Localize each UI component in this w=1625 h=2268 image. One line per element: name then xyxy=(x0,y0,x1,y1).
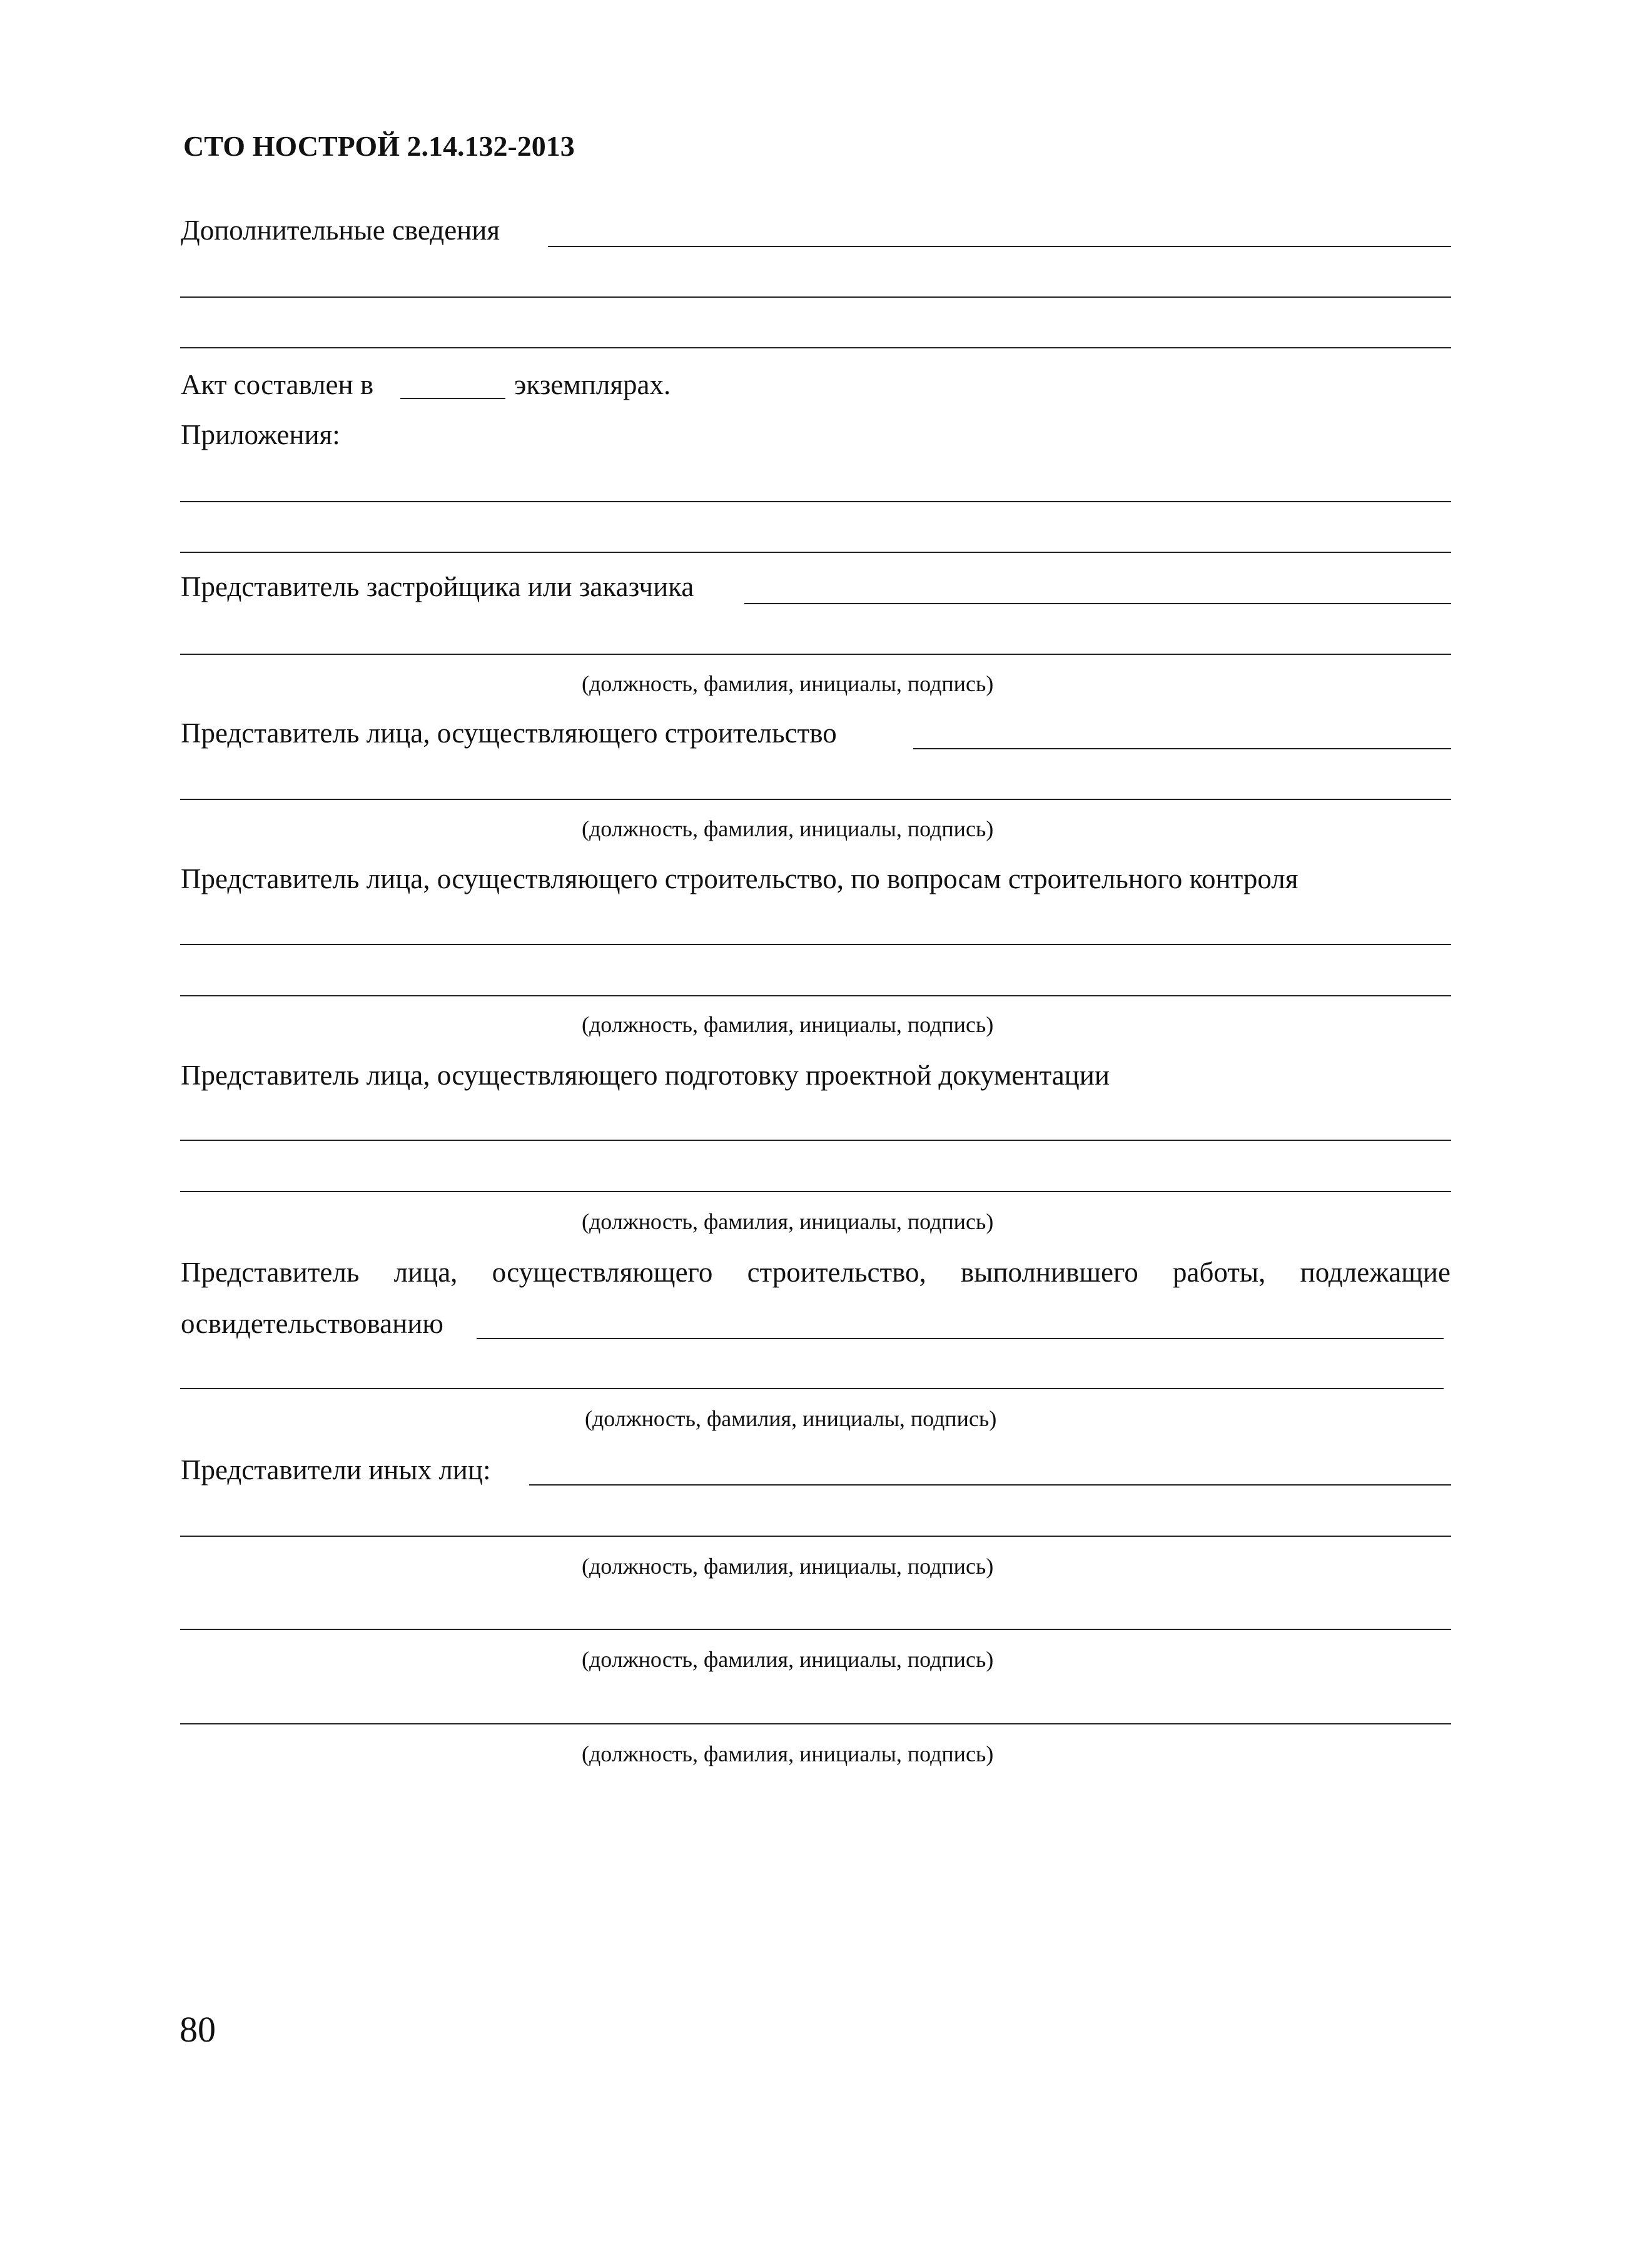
rep-developer-label: Представитель застройщика или заказчика xyxy=(181,571,694,602)
rep-designer-line-1[interactable] xyxy=(180,1140,1451,1141)
signature-caption: (должность, фамилия, инициалы, подпись) xyxy=(585,1406,997,1431)
rep-executor-label-line-2: освидетельствованию xyxy=(181,1308,443,1339)
rep-builder-line-1[interactable] xyxy=(913,748,1451,749)
rep-builder-control-label: Представитель лица, осуществляющего строительство, по вопросам строительного контроля xyxy=(181,863,1298,894)
rep-designer-label: Представитель лица, осуществляющего подготовку проектной документации xyxy=(181,1060,1110,1091)
additional-info-line-2[interactable] xyxy=(180,296,1451,298)
signature-caption: (должность, фамилия, инициалы, подпись) xyxy=(582,671,994,696)
rep-builder-control-line-2[interactable] xyxy=(180,995,1451,996)
rep-executor-label-line-1: Представитель лица, осуществляющего строительство, выполнившего работы, подлежащие xyxy=(181,1257,1450,1288)
rep-developer-line-2[interactable] xyxy=(180,654,1451,655)
attachments-line-2[interactable] xyxy=(180,552,1451,553)
copies-prefix: Акт составлен в xyxy=(181,369,374,400)
copies-count-field[interactable] xyxy=(400,398,505,399)
rep-builder-line-2[interactable] xyxy=(180,799,1451,800)
additional-info-label: Дополнительные сведения xyxy=(181,215,500,246)
signature-caption: (должность, фамилия, инициалы, подпись) xyxy=(582,1741,994,1766)
rep-executor-line-1[interactable] xyxy=(477,1338,1444,1339)
rep-executor-line-2[interactable] xyxy=(180,1388,1444,1389)
rep-others-line-2[interactable] xyxy=(180,1536,1451,1537)
attachments-label: Приложения: xyxy=(181,419,340,450)
rep-others-line-1[interactable] xyxy=(529,1484,1451,1486)
page-number: 80 xyxy=(180,2009,216,2050)
rep-others-label: Представители иных лиц: xyxy=(181,1454,491,1486)
signature-caption: (должность, фамилия, инициалы, подпись) xyxy=(582,1647,994,1672)
attachments-line-1[interactable] xyxy=(180,501,1451,502)
additional-info-line-3[interactable] xyxy=(180,347,1451,348)
signature-caption: (должность, фамилия, инициалы, подпись) xyxy=(582,1012,994,1037)
rep-developer-line-1[interactable] xyxy=(744,603,1451,604)
rep-others-line-4[interactable] xyxy=(180,1723,1451,1724)
copies-suffix: экземплярах. xyxy=(514,369,671,400)
rep-designer-line-2[interactable] xyxy=(180,1191,1451,1192)
signature-caption: (должность, фамилия, инициалы, подпись) xyxy=(582,1209,994,1234)
signature-caption: (должность, фамилия, инициалы, подпись) xyxy=(582,816,994,841)
standard-code-header: СТО НОСТРОЙ 2.14.132-2013 xyxy=(183,130,575,162)
rep-others-line-3[interactable] xyxy=(180,1629,1451,1630)
rep-builder-control-line-1[interactable] xyxy=(180,944,1451,945)
additional-info-line-1[interactable] xyxy=(548,246,1451,247)
signature-caption: (должность, фамилия, инициалы, подпись) xyxy=(582,1554,994,1579)
rep-builder-label: Представитель лица, осуществляющего строительство xyxy=(181,717,837,749)
